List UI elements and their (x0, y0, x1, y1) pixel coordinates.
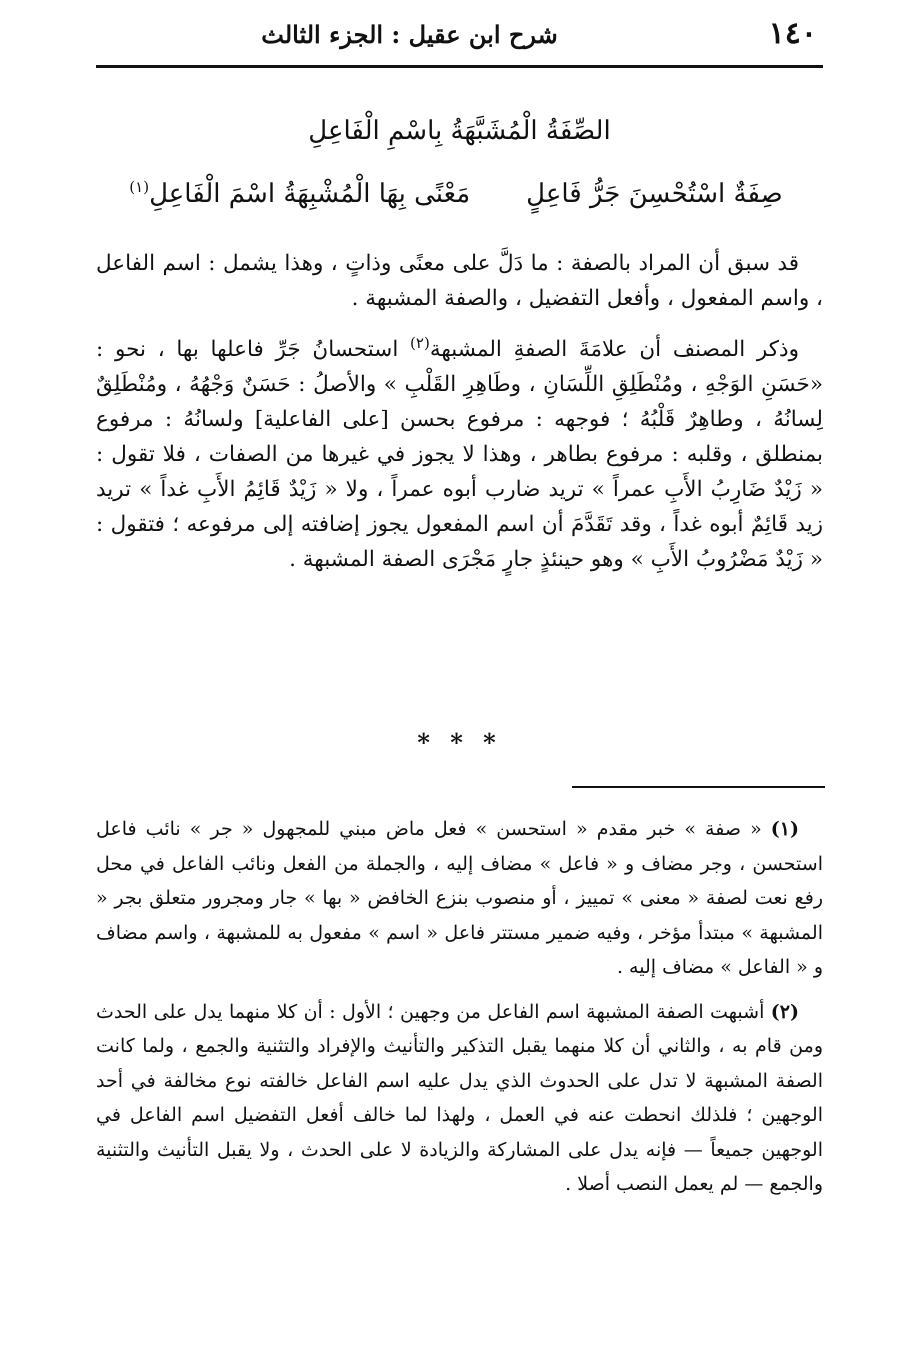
footnote-marker: (١) (770, 818, 799, 840)
footnotes (96, 812, 823, 1202)
paragraph-2-text-start: وذكر المصنف أن علامَةَ الصفةِ المشبهة (429, 337, 799, 363)
page-number: ١٤٠ (768, 16, 817, 51)
section-separator: * * * (417, 728, 502, 757)
footnote-rule (572, 786, 825, 788)
footnote-text: « صفة » خبر مقدم « استحسن » فعل ماض مبني للمجهول « جر » نائب فاعل استحسن ، وجر مضاف و « فاعل » مضاف إليه ، والجملة من الفعل ونائب الفاعل في محل رفع نعت لصفة « معنى » تمييز ، أو منصوب بنزع الخافض « بها » جار ومجرور متعلق بجر « المشبهة » مبتدأ مؤخر ، وفيه ضمير مستتر فاعل « اسم » مفعول به للمشبهة ، واسم مضاف و « الفاعل » مضاف إليه . (96, 818, 824, 978)
paragraph-2-text-rest: استحسانُ جَرِّ فاعلها بها ، نحو : «حَسَنِ الوَجْهِ ، ومُنْطَلِقِ اللِّسَانِ ، وطَاهِرِ القَلْبِ » والأصلُ : حَسَنٌ وَجْهُهُ ، ومُنْطَلِقٌ لِسانُهُ ، وطاهِرٌ قَلْبُهُ ؛ فوجهه : مرفوع بحسن [على الفاعلية] ولسانُهُ : مرفوع بمنطلق ، وقلبه : مرفوع بطاهر ، وهذا لا يجوز في غيرها من الصفات ، فلا تقول : « زَيْدٌ ضَارِبُ الأَبِ عمراً » تريد ضارب أبوه عمراً ، ولا « زَيْدٌ قَائِمُ الأَبِ غداً » تريد زيد قَائِمٌ أبوه غداً ، وقد تَقَدَّمَ أن اسم المفعول يجوز إضافته إلى مرفوعه ؛ فتقول : « زَيْدٌ مَضْرُوبُ الأَبِ » وهو حينئذٍ جارٍ مَجْرَى الصفة المشبهة . (96, 337, 823, 573)
footnote-text: أشبهت الصفة المشبهة اسم الفاعل من وجهين ؛ الأول : أن كلا منهما يدل على الحدث ومن قام به ، والثاني أن كلا منهما يقبل التذكير والتأنيث والإفراد والتثنية والجمع ، ولما كانت الصفة المشبهة لا تدل على الحدوث الذي يدل عليه اسم الفاعل خالفته نوع مخالفة في أحد الوجهين ؛ فلذلك انحطت عنه في العمل ، ولهذا لما خالف أفعل التفضيل اسم الفاعل في الوجهين جميعاً — فإنه يدل على المشاركة والزيادة لا على الحدث ، ولا يقبل التأنيث والتثنية والجمع — لم يعمل النصب أصلا . (96, 1000, 823, 1195)
paragraph-footnote-reference[interactable]: (٢) (410, 334, 430, 352)
running-title: شرح ابن عقيل : الجزء الثالث (261, 20, 558, 49)
footnote-item (96, 995, 823, 1202)
section-title: الصِّفَةُ الْمُشَبَّهَةُ بِاسْمِ الْفَاعِلِ (308, 116, 611, 146)
body-paragraph (96, 246, 823, 316)
verse-second-hemistich: مَعْنًى بِهَا الْمُشْبِهَةُ اسْمَ الْفَاعِلِ (149, 178, 471, 209)
paragraph-1-text: قد سبق أن المراد بالصفة : ما دَلَّ على معنًى وذاتٍ ، وهذا يشمل : اسم الفاعل ، واسم المفعول ، وأفعل التفضيل ، والصفة المشبهة . (96, 251, 823, 311)
footnote-item (96, 812, 823, 985)
verse-footnote-reference[interactable]: (١) (129, 178, 150, 196)
body-paragraph (96, 326, 823, 577)
header-rule (96, 65, 823, 68)
verse-line (100, 178, 812, 209)
verse-first-hemistich: صِفَةٌ اسْتُحْسِنَ جَرُّ فَاعِلٍ (526, 178, 783, 209)
running-header (96, 10, 823, 60)
footnote-marker: (٢) (770, 1000, 799, 1023)
main-text (96, 246, 823, 577)
